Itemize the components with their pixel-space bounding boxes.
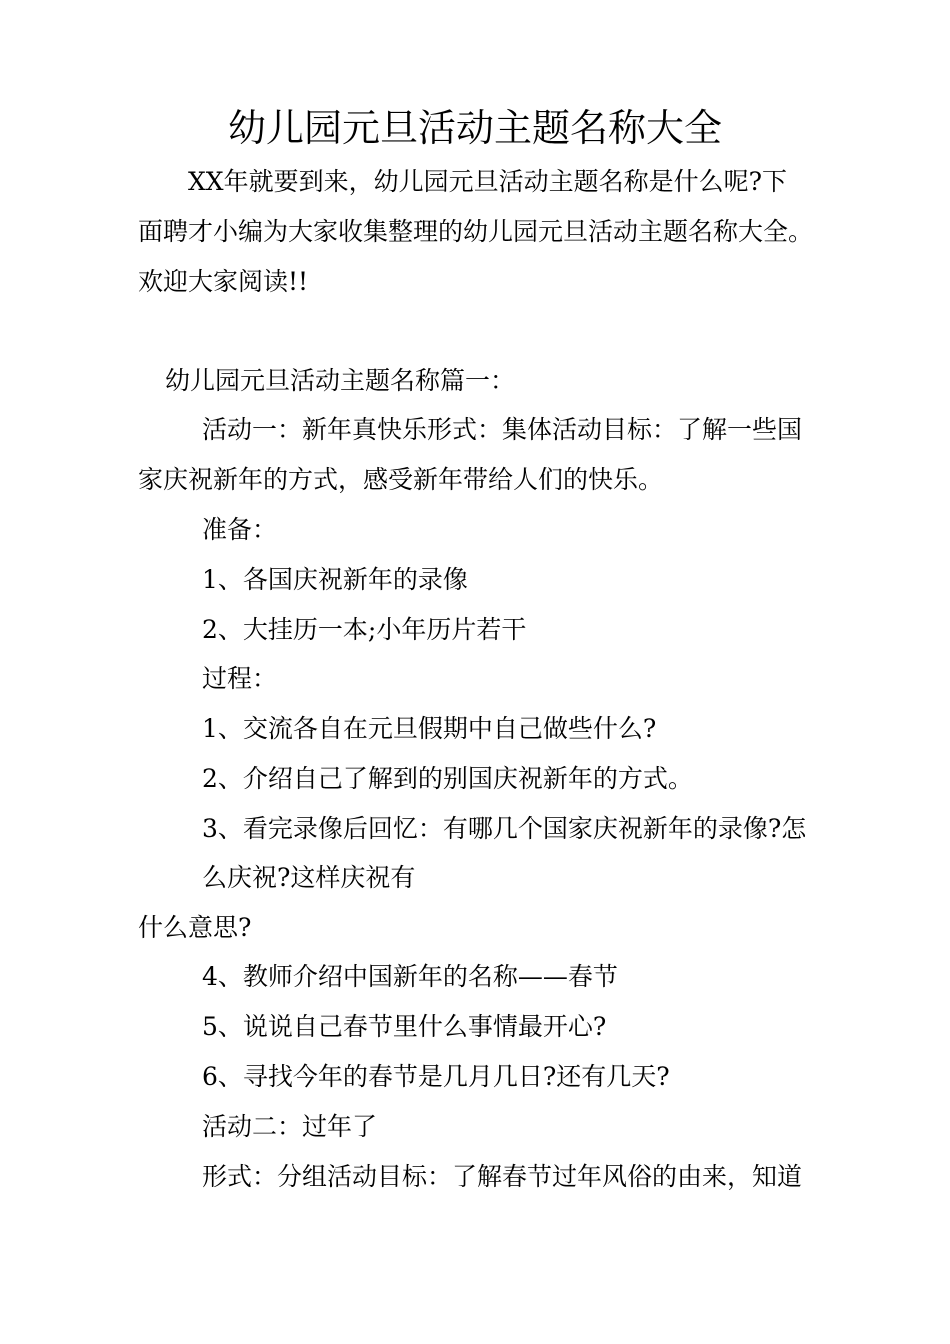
activity2-title: 活动二：过年了	[202, 1112, 378, 1141]
process-item-continued: 什么意思?	[138, 913, 252, 942]
activity1-line-2: 家庆祝新年的方式，感受新年带给人们的快乐。	[138, 465, 664, 494]
process-label: 过程：	[202, 664, 278, 693]
process-item: 4、教师介绍中国新年的名称——春节	[202, 962, 618, 991]
prep-item: 2、大挂历一本;小年历片若干	[202, 615, 527, 644]
process-item: 5、说说自己春节里什么事情最开心?	[202, 1012, 607, 1041]
intro-line-3: 欢迎大家阅读!!	[138, 267, 309, 296]
process-item: 3、看完录像后回忆：有哪几个国家庆祝新年的录像?怎	[202, 814, 807, 843]
section-heading: 幼儿园元旦活动主题名称篇一：	[165, 366, 516, 395]
activity1-line-1: 活动一：新年真快乐形式：集体活动目标：了解一些国	[202, 415, 803, 444]
process-item: 2、介绍自己了解到的别国庆祝新年的方式。	[202, 764, 693, 793]
prep-label: 准备：	[202, 515, 278, 544]
prep-item: 1、各国庆祝新年的录像	[202, 565, 468, 594]
process-item-continued: 么庆祝?这样庆祝有	[202, 863, 416, 892]
process-item: 6、寻找今年的春节是几月几日?还有几天?	[202, 1062, 670, 1091]
activity2-line-1: 形式：分组活动目标：了解春节过年风俗的由来，知道	[202, 1162, 803, 1191]
intro-line-1: XX年就要到来，幼儿园元旦活动主题名称是什么呢?下	[188, 167, 788, 196]
intro-line-2: 面聘才小编为大家收集整理的幼儿园元旦活动主题名称大全。	[138, 217, 814, 246]
document-title: 幼儿园元旦活动主题名称大全	[227, 106, 722, 150]
process-item: 1、交流各自在元旦假期中自己做些什么?	[202, 714, 657, 743]
